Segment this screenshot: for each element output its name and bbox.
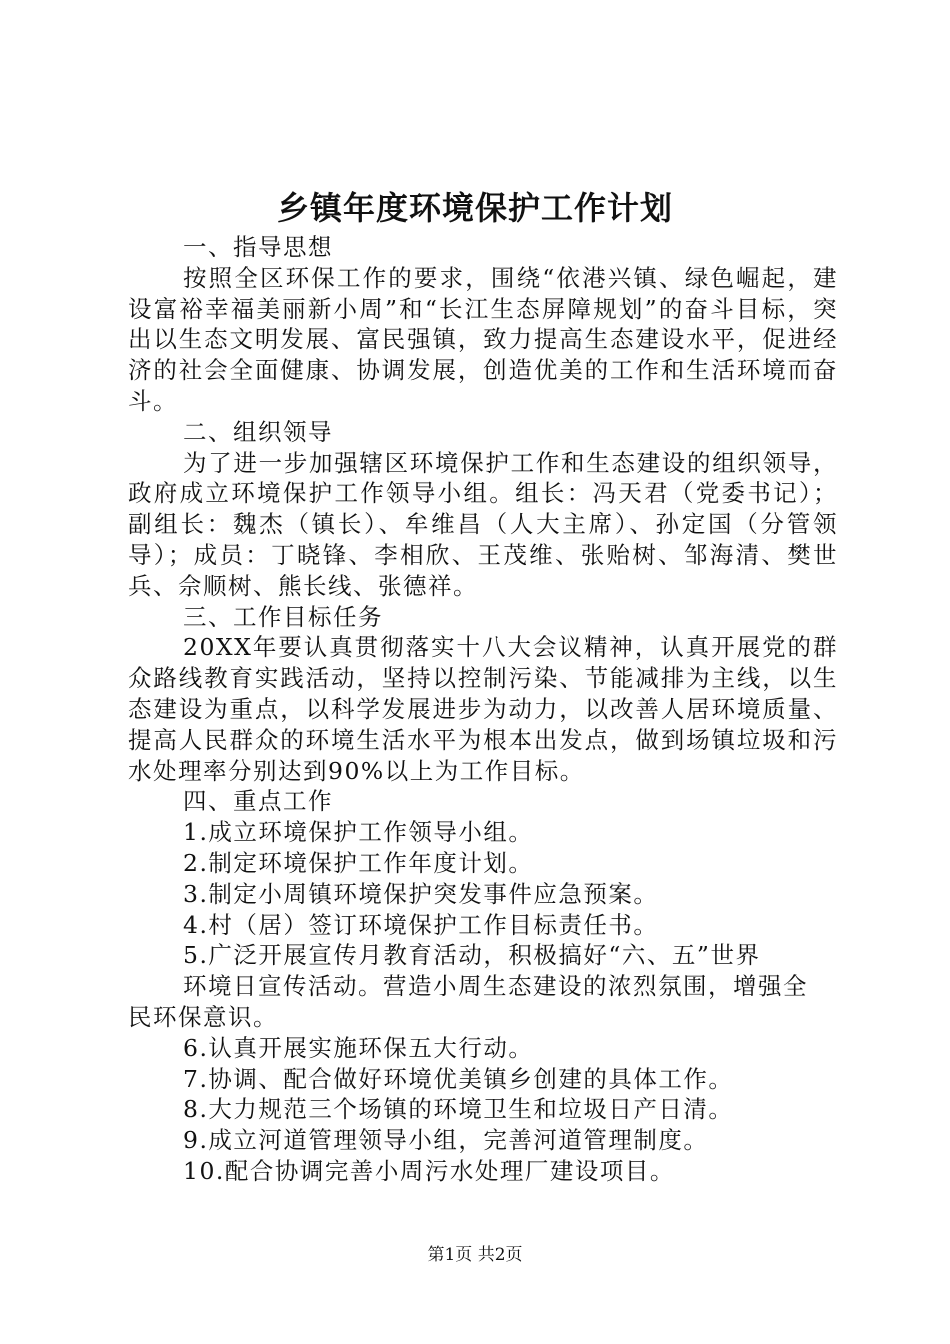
list-item: 2.制定环境保护工作年度计划。 — [183, 848, 534, 877]
section-heading-key-work: 四、重点工作 — [183, 787, 333, 816]
document-body — [128, 232, 838, 1187]
section-body-guiding-thought: 按照全区环保工作的要求，围绕“依港兴镇、绿色崛起，建设富裕幸福美丽新小周”和“长江生态屏障规划”的奋斗目标，突出以生态文明发展、富民强镇，致力提高生态建设水平，促进经济的社会全面健康、协调发展，创造优美的工作和生活环境而奋斗。 — [128, 263, 838, 415]
section-heading-organization: 二、组织领导 — [183, 417, 333, 446]
list-item: 4.村（居）签订环境保护工作目标责任书。 — [183, 910, 659, 939]
list-item: 9.成立河道管理领导小组，完善河道管理制度。 — [183, 1126, 709, 1155]
section-body-organization: 为了进一步加强辖区环境保护工作和生态建设的组织领导，政府成立环境保护工作领导小组。组长：冯天君（党委书记）；副组长：魏杰（镇长）、牟维昌（人大主席）、孙定国（分管领导）；成员：丁晓锋、李相欣、王茂维、张贻树、邹海清、樊世兵、佘顺树、熊长线、张德祥。 — [128, 448, 838, 600]
list-item: 5.广泛开展宣传月教育活动，积极搞好“六、五”世界 — [183, 941, 761, 970]
list-item: 1.成立环境保护工作领导小组。 — [183, 818, 534, 847]
list-item: 6.认真开展实施环保五大行动。 — [183, 1033, 534, 1062]
list-item: 3.制定小周镇环境保护突发事件应急预案。 — [183, 879, 659, 908]
list-item: 8.大力规范三个场镇的环境卫生和垃圾日产日清。 — [183, 1095, 734, 1124]
list-item-continuation: 环境日宣传活动。营造小周生态建设的浓烈氛围，增强全 — [183, 972, 808, 1001]
document-title: 乡镇年度环境保护工作计划 — [276, 189, 673, 227]
section-heading-goals: 三、工作目标任务 — [183, 602, 383, 631]
section-heading-guiding-thought: 一、指导思想 — [183, 233, 333, 261]
section-body-goals: 20XX年要认真贯彻落实十八大会议精神，认真开展党的群众路线教育实践活动，坚持以控制污染、节能减排为主线，以生态建设为重点，以科学发展进步为动力，以改善人居环境质量、提高人民群众的环境生活水平为根本出发点，做到场镇垃圾和污水处理率分别达到90%以上为工作目标。 — [128, 633, 838, 785]
list-item: 7.协调、配合做好环境优美镇乡创建的具体工作。 — [183, 1064, 734, 1093]
list-item-continuation: 民环保意识。 — [128, 1002, 278, 1031]
list-item: 10.配合协调完善小周污水处理厂建设项目。 — [183, 1156, 675, 1185]
page-footer: 第1页 共2页 — [427, 1245, 523, 1265]
